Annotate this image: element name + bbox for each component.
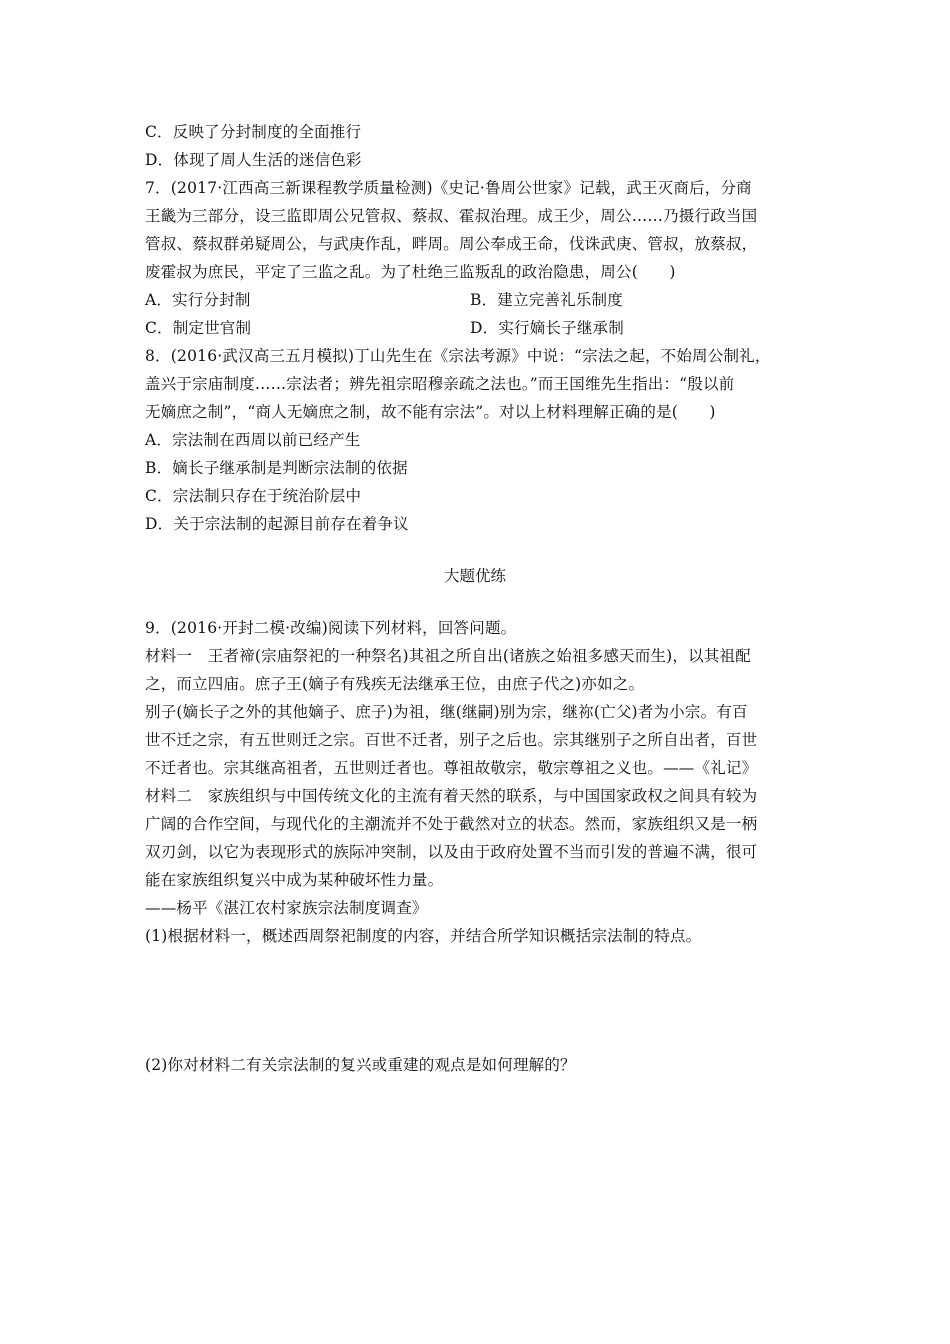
q7-stem-line-2: 王畿为三部分，设三监即周公兄管叔、蔡叔、霍叔治理。成王少，周公……乃摄行政当国 (145, 207, 758, 225)
q7-stem-line-1: 7．(2017·江西高三新课程教学质量检测)《史记·鲁周公世家》记载，武王灭商后，分商 (145, 179, 752, 197)
q8-stem-line-1: 8．(2016·武汉高三五月模拟)丁山先生在《宗法考源》中说：“宗法之起，不始周公制礼， (145, 347, 771, 365)
q9-material-1-line-2: 之，而立四庙。庶子王(嫡子有残疾无法继承王位，由庶子代之)亦如之。 (145, 675, 645, 693)
q6-option-d: D．体现了周人生活的迷信色彩 (145, 151, 362, 169)
q9-subquestion-2: (2)你对材料二有关宗法制的复兴或重建的观点是如何理解的？ (145, 1056, 576, 1074)
q9-material-1-line-5: 不迁者也。宗其继高祖者，五世则迁者也。尊祖故敬宗，敬宗尊祖之义也。——《礼记》 (145, 759, 758, 777)
q8-option-c: C．宗法制只存在于统治阶层中 (145, 487, 362, 505)
q7-option-b: B．建立完善礼乐制度 (470, 291, 623, 309)
q7-option-c: C．制定世官制 (145, 319, 252, 337)
q7-stem-line-4: 废霍叔为庶民，平定了三监之乱。为了杜绝三监叛乱的政治隐患，周公( ) (145, 263, 676, 281)
q8-stem-line-2: 盖兴于宗庙制度……宗法者；辨先祖宗昭穆亲疏之法也。”而王国维先生指出：“殷以前 (145, 375, 735, 393)
q9-material-1-line-3: 别子(嫡长子之外的其他嫡子、庶子)为祖，继(继嗣)别为宗，继祢(亡父)者为小宗。有百 (145, 703, 748, 721)
q9-material-1-line-4: 世不迁之宗，有五世则迁之宗。百世不迁者，别子之后也。宗其继别子之所自出者，百世 (145, 731, 758, 749)
q9-stem: 9．(2016·开封二模·改编)阅读下列材料，回答问题。 (145, 619, 517, 637)
q9-material-1-line-1: 材料一 王者禘(宗庙祭祀的一种祭名)其祖之所自出(诸族之始祖多感天而生)，以其祖配 (145, 647, 751, 665)
q9-material-2-line-1: 材料二 家族组织与中国传统文化的主流有着天然的联系，与中国国家政权之间具有较为 (145, 787, 758, 805)
q9-material-2-line-4: 能在家族组织复兴中成为某种破坏性力量。 (145, 871, 444, 889)
q9-subquestion-1: (1)根据材料一，概述西周祭祀制度的内容，并结合所学知识概括宗法制的特点。 (145, 927, 702, 945)
section-title: 大题优练 (443, 567, 506, 585)
q7-option-a: A．实行分封制 (145, 291, 251, 309)
q9-material-2-line-2: 广阔的合作空间，与现代化的主潮流并不处于截然对立的状态。然而，家族组织又是一柄 (145, 815, 758, 833)
q7-option-d: D．实行嫡长子继承制 (470, 319, 624, 337)
q8-option-b: B．嫡长子继承制是判断宗法制的依据 (145, 459, 408, 477)
q7-stem-line-3: 管叔、蔡叔群弟疑周公，与武庚作乱，畔周。周公奉成王命，伐诛武庚、管叔，放蔡叔， (145, 235, 758, 253)
q9-material-2-source: ——杨平《湛江农村家族宗法制度调查》 (145, 899, 428, 917)
q9-material-2-line-3: 双刃剑，以它为表现形式的族际冲突制，以及由于政府处置不当而引发的普遍不满，很可 (145, 843, 758, 861)
q8-option-d: D．关于宗法制的起源目前存在着争议 (145, 515, 409, 533)
q8-option-a: A．宗法制在西周以前已经产生 (145, 431, 361, 449)
q6-option-c: C．反映了分封制度的全面推行 (145, 123, 362, 141)
q8-stem-line-3: 无嫡庶之制”，“商人无嫡庶之制，故不能有宗法”。对以上材料理解正确的是( ) (145, 403, 716, 421)
